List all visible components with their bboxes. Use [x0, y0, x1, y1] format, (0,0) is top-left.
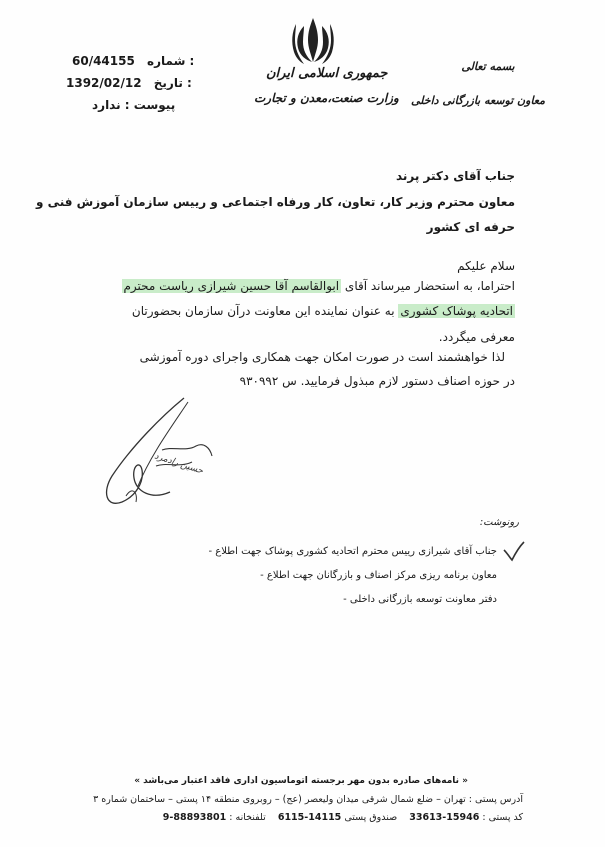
cc-item-3: دفتر معاونت توسعه بازرگانی داخلی -: [343, 594, 497, 605]
pobox-value: 14115-6115: [277, 812, 342, 823]
letter-date-row: [62, 76, 192, 90]
body-para2-line1: لذا خواهشمند است در صورت امکان جهت همکاری واجرای دوره آموزشی: [139, 350, 505, 364]
para1-line2-rest: به عنوان نماینده این معاونت درآن سازمان بحضورتان: [131, 304, 399, 318]
bismillah-text: بسمه تعالی: [461, 60, 515, 73]
body-para1-line1: [122, 275, 516, 297]
letter-date-label: تاریخ :: [153, 76, 192, 90]
body-para1-line2: [132, 300, 515, 322]
signature-name: حسین رادمرد: [153, 451, 205, 477]
para1-intro: احتراما، به استحضار میرساند آقای: [341, 279, 515, 293]
phone-label: تلفنخانه :: [229, 812, 266, 823]
cc-item-3-text: دفتر معاونت توسعه بازرگانی داخلی: [349, 594, 497, 605]
checkmark-icon: [500, 540, 526, 562]
iran-emblem-icon: [290, 16, 336, 66]
cc-item-2: معاون برنامه ریزی مرکز اصناف و بازرگانان جهت اطلاع -: [260, 570, 497, 581]
phone-value: 88893801-9: [162, 812, 227, 823]
highlighted-union-name: اتحادیه پوشاک کشوری: [400, 304, 513, 318]
body-para2-line2: در حوزه اصناف دستور لازم مبذول فرمایید. س ۹۳۰۹۹۲: [239, 374, 515, 388]
recipient-name: جناب آقای دکتر پرند: [395, 169, 515, 183]
letter-number-value: 60/44155: [72, 54, 135, 68]
footer-address: آدرس پستی : تهران – ضلع شمال شرقی میدان ولیعصر (عج) – روبروی منطقه ۱۴ پستی – ساختمان شماره ۳: [93, 794, 523, 805]
cc-item-2-text: معاون برنامه ریزی مرکز اصناف و بازرگانان جهت اطلاع: [266, 570, 497, 581]
attachment-label: پیوست : ندارد: [92, 98, 176, 112]
cc-title: رونوشت:: [479, 517, 519, 528]
recipient-position-line2: حرفه ای کشور: [426, 220, 515, 234]
postal-code-value: 15946-33613: [409, 812, 480, 823]
country-name: جمهوری اسلامی ایران: [266, 66, 388, 81]
attachment-row: [92, 98, 175, 112]
handwritten-signature: [92, 396, 222, 516]
recipient-position-line1: معاون محترم وزیر کار، تعاون، کار ورفاه اجتماعی و رییس سازمان آموزش فنی و: [35, 195, 515, 209]
cc-item-1-text: جناب آقای شیرازی رییس محترم اتحادیه کشوری پوشاک جهت اطلاع: [215, 546, 497, 557]
letter-date-value: 1392/02/12: [66, 76, 142, 90]
postal-code-label: کد پستی :: [482, 812, 523, 823]
pobox-label: صندوق پستی: [344, 812, 398, 823]
cc-item-1: جناب آقای شیرازی رییس محترم اتحادیه کشوری پوشاک جهت اطلاع -: [208, 546, 497, 557]
letter-number-label: شماره :: [147, 54, 195, 68]
footer-notice: « نامه‌های صادره بدون مهر برجسته اتوماسیون اداری فاقد اعتبار می‌باشد »: [134, 776, 468, 786]
body-para1-line3: معرفی میگردد.: [438, 330, 515, 344]
ministry-name: وزارت صنعت،معدن و تجارت: [254, 91, 399, 105]
greeting: سلام علیکم: [457, 259, 515, 273]
footer-contact: [163, 812, 523, 823]
highlighted-person-name: ابوالقاسم آقا حسین شیرازی ریاست محترم: [123, 279, 340, 293]
letter-number-row: [68, 54, 194, 68]
department-name: معاون توسعه بازرگانی داخلی: [410, 94, 545, 107]
